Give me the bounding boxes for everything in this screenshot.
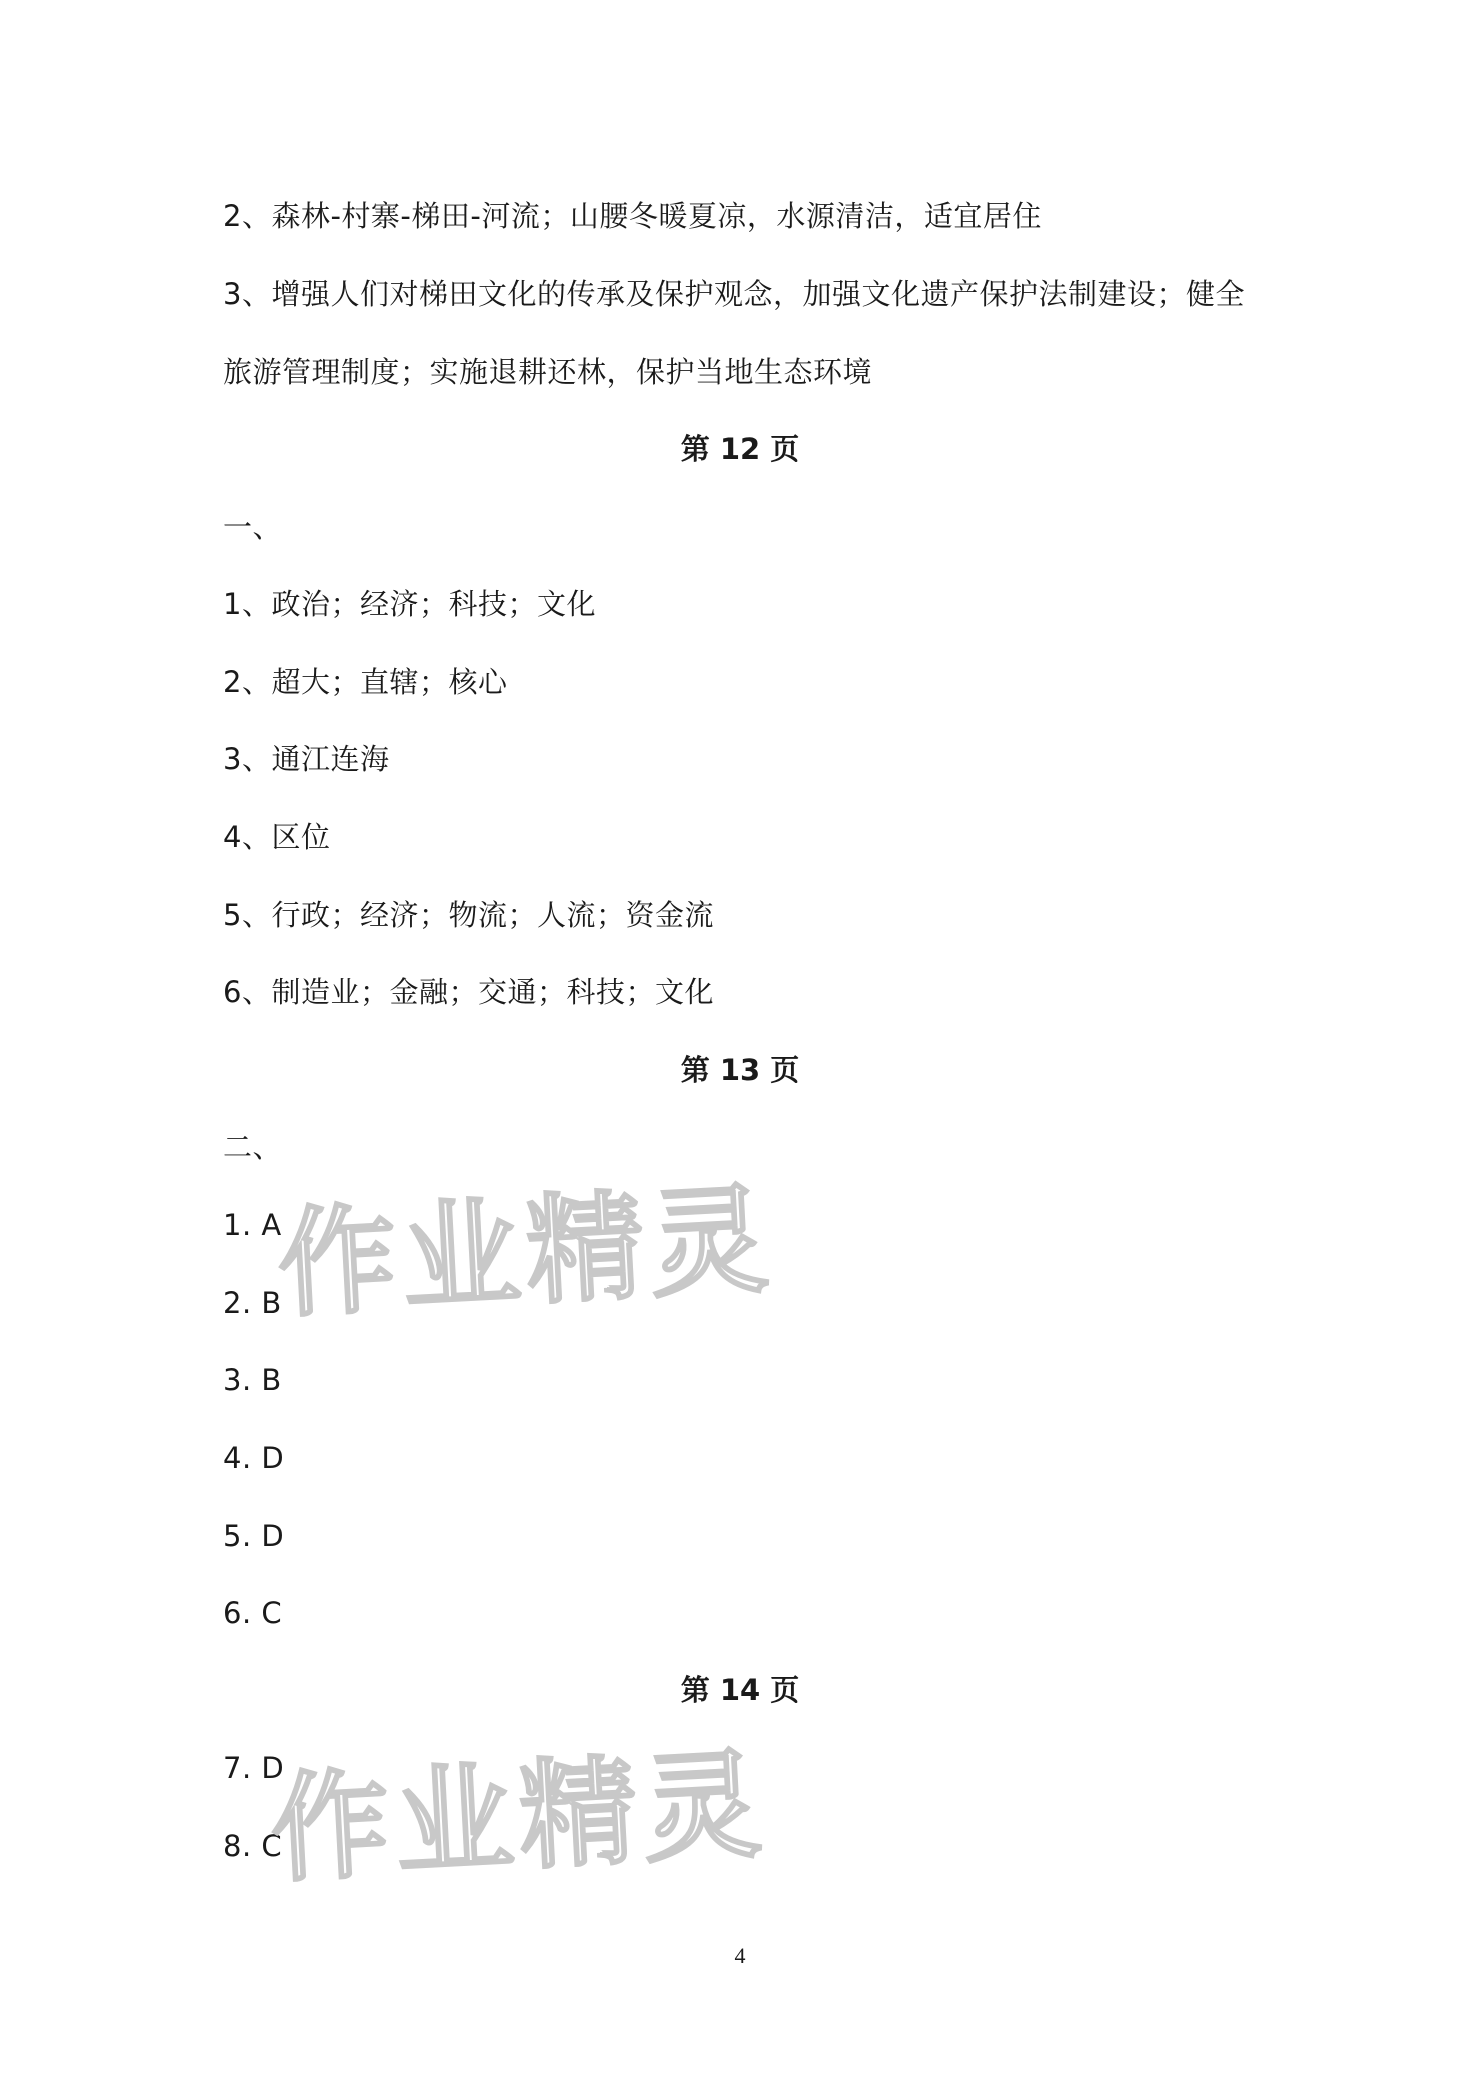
answer-item-1: 1、政治；经济；科技；文化	[223, 587, 596, 621]
choice-answer-6: 6. C	[223, 1596, 283, 1630]
answer-item-6: 6、制造业；金融；交通；科技；文化	[223, 975, 714, 1009]
page-heading-13: 第 13 页	[680, 1053, 800, 1087]
page-number: 4	[734, 1943, 746, 1968]
answer-item-4: 4、区位	[223, 820, 331, 854]
choice-answer-8: 8. C	[223, 1829, 283, 1863]
choice-answer-3: 3. B	[223, 1363, 282, 1397]
answer-item-2: 2、超大；直辖；核心	[223, 665, 508, 699]
choice-answer-4: 4. D	[223, 1441, 285, 1475]
answer-line-2-terraces: 2、森林-村寨-梯田-河流；山腰冬暖夏凉，水源清洁，适宜居住	[223, 199, 1042, 233]
answer-item-3: 3、通江连海	[223, 742, 390, 776]
choice-answer-2: 2. B	[223, 1286, 282, 1320]
answer-line-3-continued: 旅游管理制度；实施退耕还林，保护当地生态环境	[223, 355, 873, 389]
watermark-upper: 作业精灵	[274, 1170, 778, 1334]
page-heading-12: 第 12 页	[680, 432, 800, 466]
answer-line-3-protection: 3、增强人们对梯田文化的传承及保护观念，加强文化遗产保护法制建设；健全	[223, 277, 1245, 311]
choice-answer-1: 1. A	[223, 1208, 282, 1242]
watermark-lower: 作业精灵	[267, 1735, 771, 1899]
answer-item-5: 5、行政；经济；物流；人流；资金流	[223, 898, 714, 932]
choice-answer-7: 7. D	[223, 1751, 285, 1785]
choice-answer-5: 5. D	[223, 1519, 285, 1553]
section-marker-one: 一、	[223, 510, 283, 544]
page-heading-14: 第 14 页	[680, 1673, 800, 1707]
section-marker-two: 二、	[223, 1130, 283, 1164]
